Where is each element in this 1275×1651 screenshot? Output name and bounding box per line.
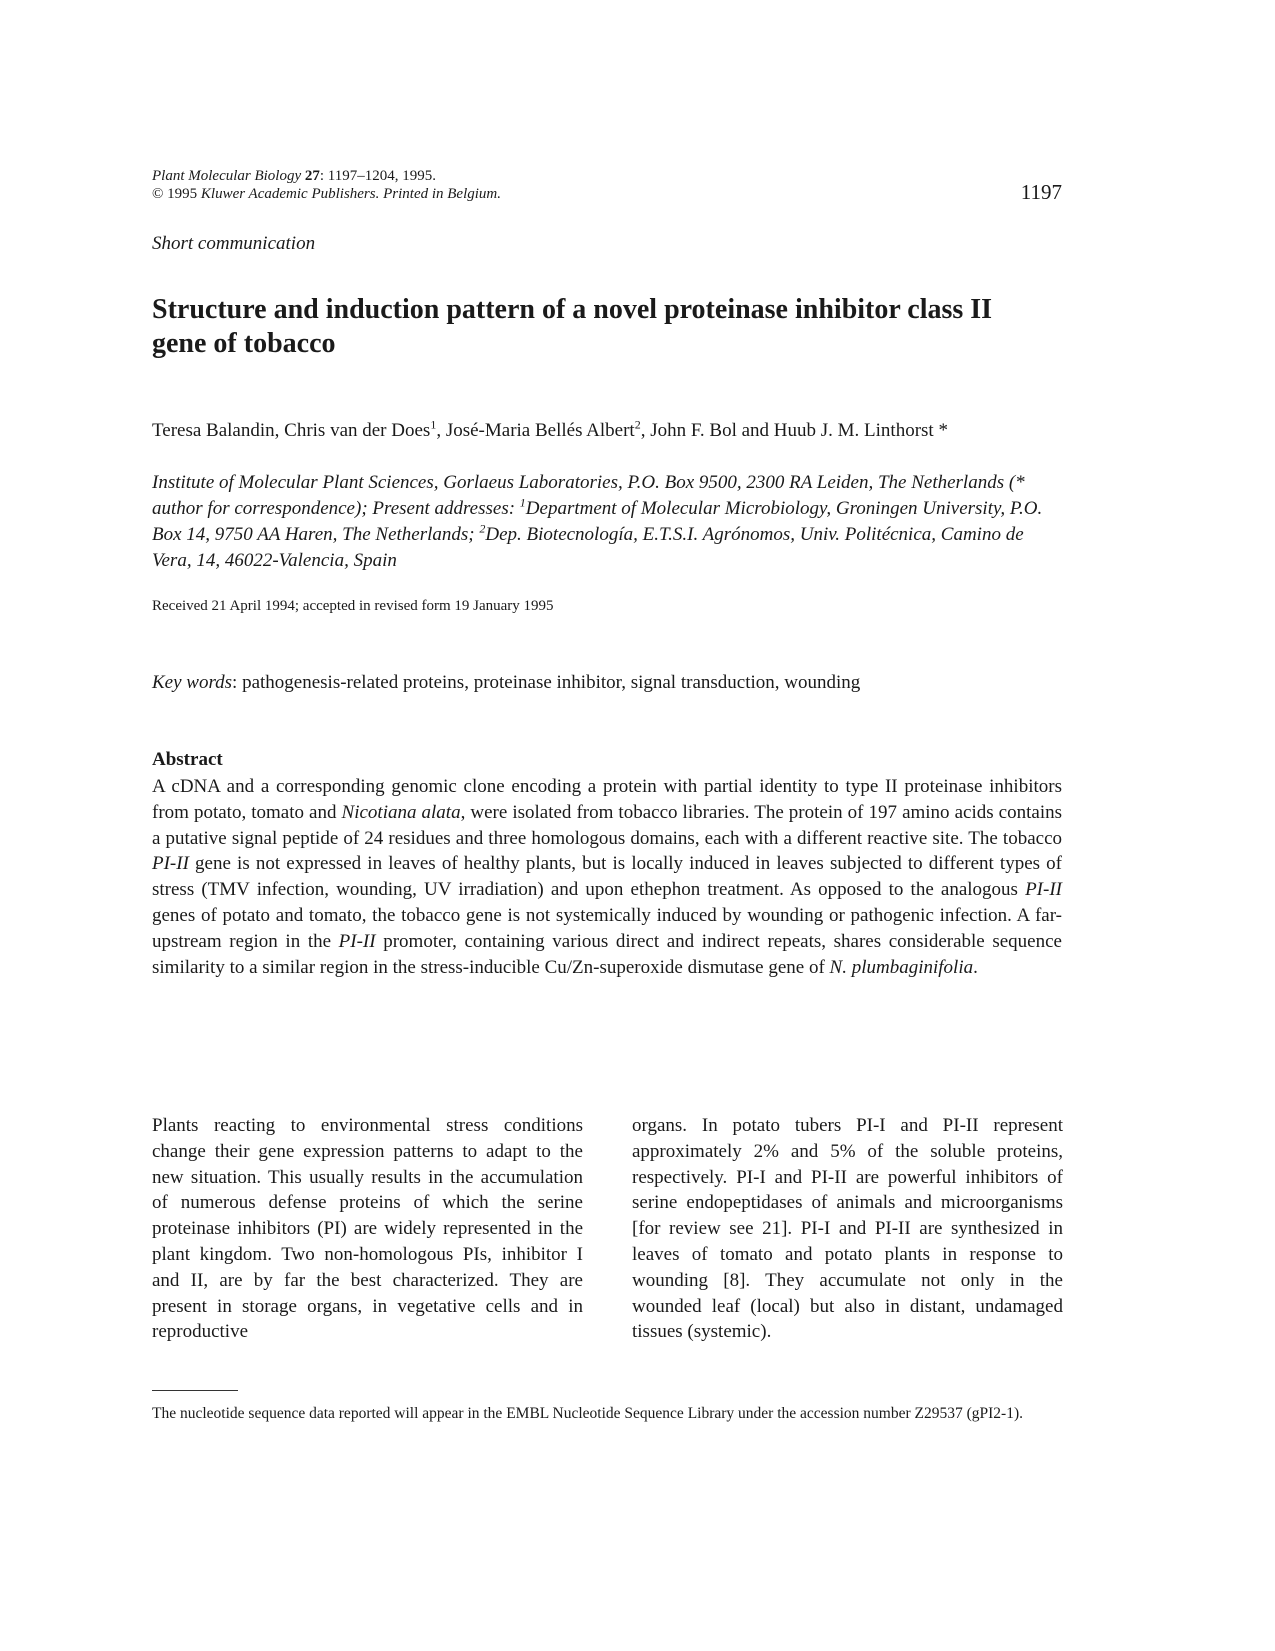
footnote-divider [152,1390,238,1391]
affiliation-sup-1: 1 [519,495,526,510]
footnote: The nucleotide sequence data reported will appear in the EMBL Nucleotide Sequence Library under the accession number Z29537 (gPI2-1). [152,1405,1023,1422]
author-part-3: , John F. Bol and Huub J. M. Linthorst * [640,420,948,441]
section-type: Short communication [152,233,316,254]
abstract-text-6: . [973,956,978,978]
abstract-text-3: gene is not expressed in leaves of healthy plants, but is locally induced in leaves subjected to different types of stress (TMV infection, wounding, UV irradiation) and upon ethephon treatment. As opposed to the analogous [152,853,1062,901]
abstract-text-4: genes of potato and tomato, the tobacco gene is not systemically induced by wounding or pathogenic infection. A far-upstream region in the [152,904,1062,952]
abstract-italic-5: N. plumbaginifolia [829,956,974,978]
abstract-text-1: A cDNA and a corresponding genomic clone encoding a protein with partial identity to type II proteinase inhibitors from potato, tomato and [152,776,1062,823]
journal-pages: : 1197–1204, 1995. [319,168,437,184]
author-sup-1: 1 [430,417,437,432]
affiliation-part-1: Institute of Molecular Plant Sciences, Gorlaeus Laboratories, P.O. Box 9500, 2300 RA Leiden, The Netherlands (* author for correspondence); Present addresses: [152,472,1025,519]
affiliations [152,470,1062,574]
abstract-italic-3: PI-II [1025,879,1062,901]
received-dates: Received 21 April 1994; accepted in revised form 19 January 1995 [152,598,554,614]
abstract-italic-2: PI-II [152,853,189,875]
copyright-symbol: © [152,186,164,202]
abstract-italic-4: PI-II [338,930,376,952]
author-sup-2: 2 [634,417,641,432]
affiliation-part-2: Department of Molecular Microbiology, Groningen University, P.O. Box 14, 9750 AA Haren, The Netherlands; [152,498,1043,545]
publisher: Kluwer Academic Publishers. Printed in Belgium. [200,186,502,202]
journal-name: Plant Molecular Biology [152,168,302,184]
abstract-body [152,774,1062,980]
body-column-right: organs. In potato tubers PI-I and PI-II represent approximately 2% and 5% of the soluble proteins, respectively. PI-I and PI-II are powerful inhibitors of serine endopeptidases of animals and microorganisms [for review see 21]. PI-I and PI-II are synthesized in leaves of tomato and potato plants in response to wounding [8]. They accumulate not only in the wounded leaf (local) but also in distant, undamaged tissues (systemic). [632,1115,1063,1343]
copyright-line [152,185,501,203]
keywords [152,672,860,694]
abstract-italic-1: Nicotiana alata [341,801,461,823]
abstract-text-2: , were isolated from tobacco libraries. The protein of 197 amino acids contains a putative signal peptide of 24 residues and three homologous domains, each with a different reactive site. The tobacco [152,801,1062,849]
keywords-text: : pathogenesis-related proteins, proteinase inhibitor, signal transduction, wounding [232,672,861,693]
body-column-left: Plants reacting to environmental stress conditions change their gene expression patterns to adapt to the new situation. This usually results in the accumulation of numerous defense proteins of which the serine proteinase inhibitors (PI) are widely represented in the plant kingdom. Two non-homologous PIs, inhibitor I and II, are by far the best characterized. They are present in storage organs, in vegetative cells and in reproductive [152,1115,583,1343]
page-number: 1197 [1020,180,1062,204]
article-title: Structure and induction pattern of a novel proteinase inhibitor class II gene of tobacco [152,294,993,359]
keywords-label: Key words [152,672,233,693]
journal-volume: 27 [304,168,320,184]
affiliation-sup-2: 2 [479,521,486,536]
journal-header [152,167,501,203]
copyright-year: 1995 [163,186,201,202]
abstract-heading: Abstract [152,749,223,770]
authors [152,418,1052,444]
affiliation-part-3: Dep. Biotecnología, E.T.S.I. Agrónomos, Univ. Politécnica, Camino de Vera, 14, 46022-Valencia, Spain [152,524,1024,571]
author-part-2: , José-Maria Bellés Albert [436,420,635,441]
author-part-1: Teresa Balandin, Chris van der Does [152,420,431,441]
abstract-text-5: promoter, containing various direct and indirect repeats, shares considerable sequence similarity to a similar region in the stress-inducible Cu/Zn-superoxide dismutase gene of [152,930,1062,978]
journal-citation [152,167,501,185]
